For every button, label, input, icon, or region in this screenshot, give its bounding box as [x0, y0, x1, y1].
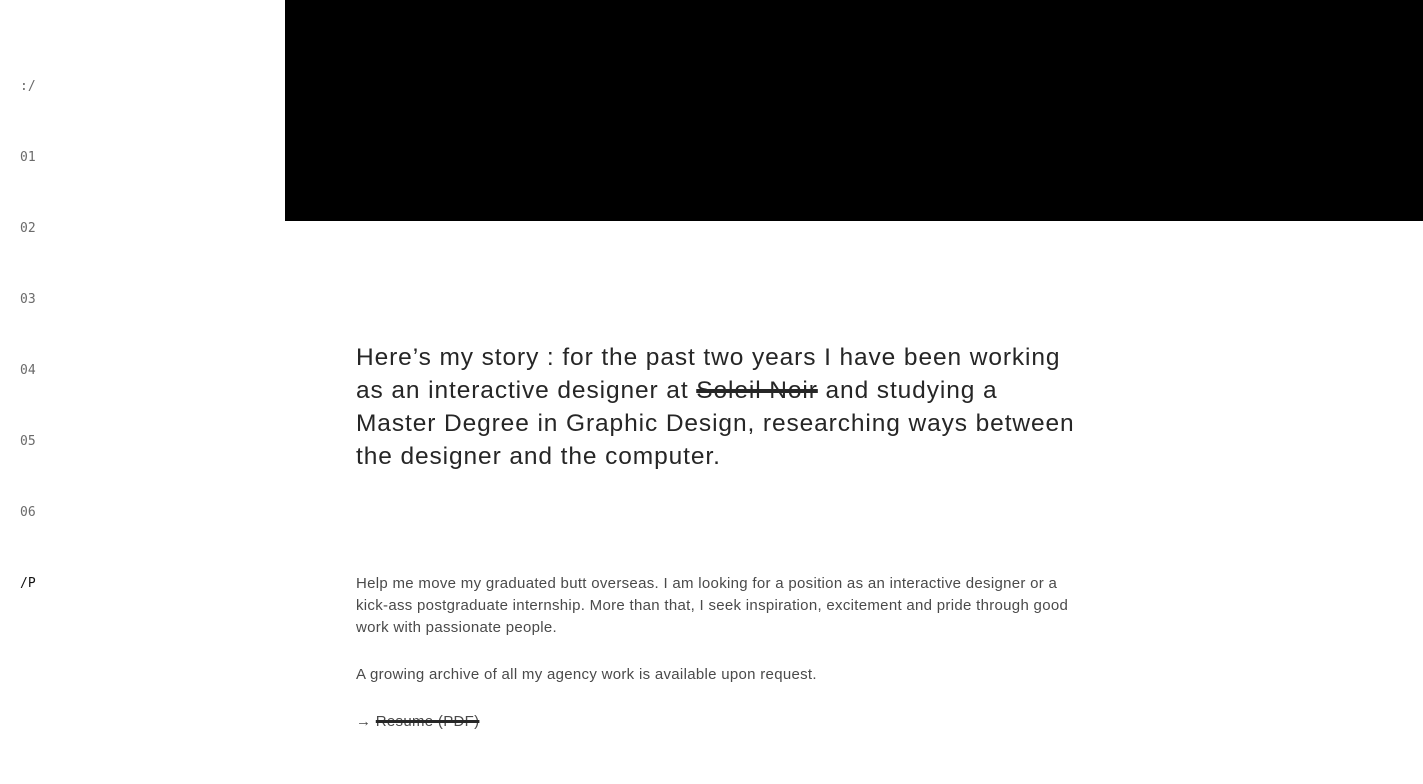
- hero-media: [285, 0, 1423, 221]
- nav-item-05[interactable]: 05: [20, 434, 36, 449]
- arrow-right-icon: →: [356, 713, 376, 730]
- resume-line: [356, 711, 1076, 733]
- nav-item-06[interactable]: 06: [20, 505, 36, 520]
- nav-item-03[interactable]: 03: [20, 292, 36, 307]
- resume-pdf-link[interactable]: Resume (PDF): [375, 713, 480, 730]
- story-intro: [356, 341, 1076, 473]
- nav-item-01[interactable]: 01: [20, 150, 36, 165]
- nav-item-02[interactable]: 02: [20, 221, 36, 236]
- archive-text: A growing archive of all my agency work is available upon request.: [356, 666, 817, 683]
- soleil-noir-link[interactable]: Soleil Noir: [696, 377, 818, 404]
- nav-item-04[interactable]: 04: [20, 363, 36, 378]
- nav-item-profile[interactable]: /P: [20, 576, 36, 591]
- sidebar-nav: [0, 0, 285, 784]
- looking-for-position-text: Help me move my graduated butt overseas. I am looking for a position as an interactive designer or a kick-ass postgraduate internship. More than that, I seek inspiration, excitement and pride through good work with passionate people.: [356, 575, 1069, 636]
- nav-item-home[interactable]: :/: [20, 79, 36, 94]
- story-text-part1: Here’s my story : for the past two years I have been working as an interactive designer at: [356, 344, 1061, 404]
- story-text-part2: and studying a Master Degree in Graphic Design, researching ways between the designer and the computer.: [356, 377, 1075, 470]
